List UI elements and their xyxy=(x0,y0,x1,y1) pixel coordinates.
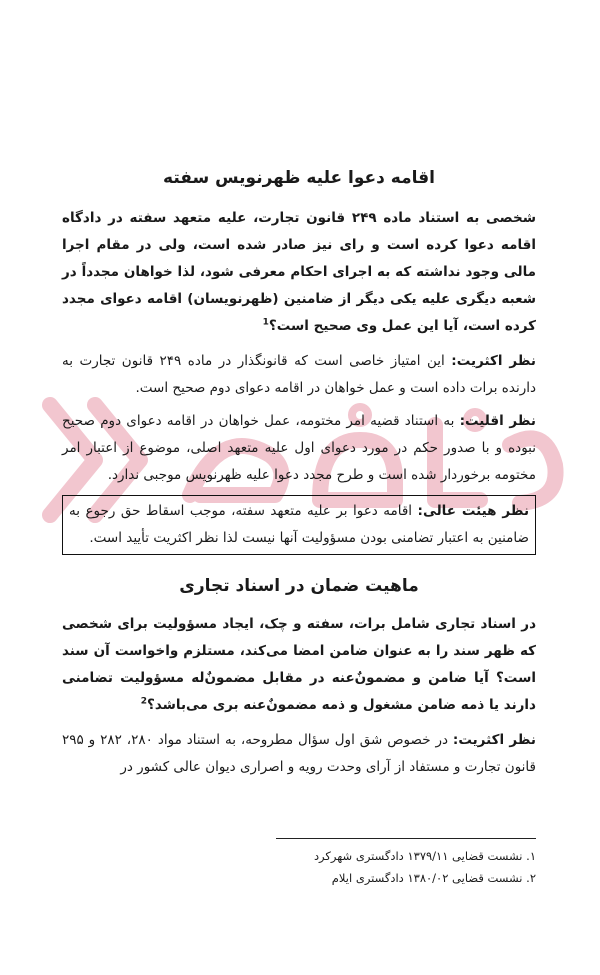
majority-label-2: نظر اکثریت: xyxy=(452,732,537,748)
footnote-marker: 1 xyxy=(262,317,269,328)
majority-opinion-2 xyxy=(62,727,536,781)
footnote-marker-2: 2 xyxy=(140,696,147,707)
board-opinion-box xyxy=(62,495,536,555)
minority-text: به استناد قضیه امر مختومه، عمل خواهان در اقامه دعوای دوم صحیح نبوده و با صدور حکم در مورد دعوای اول علیه متعهد اصلی، موضوع از اعتبار امر مختومه برخوردار شده است و طرح مجدد دعوا علیه ظهرنویس موجبی ندارد. xyxy=(62,413,536,483)
board-label: نظر هیئت عالی: xyxy=(417,503,530,519)
majority-opinion xyxy=(62,348,536,402)
board-text: اقامه دعوا بر علیه متعهد سفته، موجب اسقاط حق رجوع به ضامنین به اعتبار تضامنی بودن مسؤولیت آنها نیست لذا نظر اکثریت تأیید است. xyxy=(69,503,529,546)
majority-label: نظر اکثریت: xyxy=(451,353,536,369)
question-text-2: در اسناد تجاری شامل برات، سفته و چک، ایجاد مسؤولیت برای شخصی که ظهر سند را به عنوان ضامن امضا می‌کند، مستلزم واخواست آن سند است؟ آیا ضامن و مضمونٌ‌عنه در مقابل مضمونٌ‌له مسؤولیت تضامنی دارند یا ذمه ضامن مشغول و ذمه مضمونٌ‌عنه بری می‌باشد؟ xyxy=(62,616,536,713)
majority-text-2: در خصوص شق اول سؤال مطروحه، به استناد مواد ۲۸۰، ۲۸۲ و ۲۹۵ قانون تجارت و مستفاد از آرای وحدت رویه و اصراری دیوان عالی کشور در xyxy=(62,732,536,775)
footnote-item: ۲. نشست قضایی ۱۳۸۰/۰۲ دادگستری ایلام xyxy=(331,871,536,885)
footnote-item: ۱. نشست قضایی ۱۳۷۹/۱۱ دادگستری شهرکرد xyxy=(313,849,536,863)
section-title-2: ماهیت ضمان در اسناد تجاری xyxy=(179,576,419,596)
question-text: شخصی به استناد ماده ۲۴۹ قانون تجارت، علیه متعهد سفته در دادگاه اقامه دعوا کرده است و رای نیز صادر شده است، ولی در مقام اجرا مالی وجود نداشته که به اجرای احکام معرفی شود، لذا خواهان مجدداً در شعبه دیگری علیه یکی دیگر از ضامنین (ظهرنویسان) اقامه دعوای مجدد کرده است، آیا این عمل وی صحیح است؟ xyxy=(62,210,536,334)
main-content xyxy=(62,165,536,787)
majority-text: این امتیاز خاصی است که قانونگذار در ماده ۲۴۹ قانون تجارت به دارنده برات داده است و عمل خواهان در اقامه دعوای دوم صحیح است. xyxy=(62,353,536,396)
footnotes xyxy=(62,838,536,889)
question-paragraph-2 xyxy=(62,611,536,719)
section-title: اقامه دعوا علیه ظهرنویس سفته xyxy=(163,168,435,188)
question-paragraph xyxy=(62,205,536,340)
minority-opinion xyxy=(62,408,536,489)
minority-label: نظر اقلیت: xyxy=(459,413,537,429)
footnote-divider xyxy=(276,838,536,839)
